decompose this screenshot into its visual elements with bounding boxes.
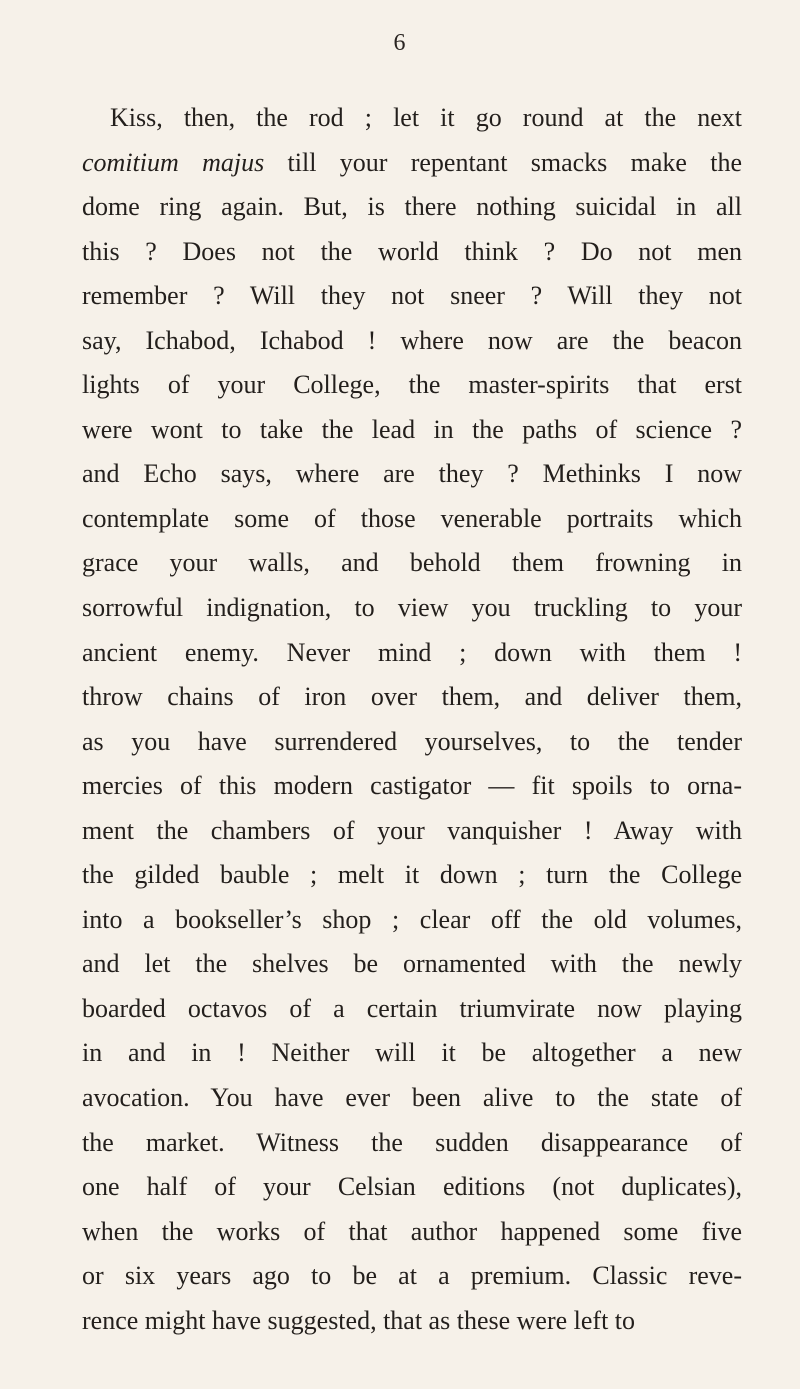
text-line: grace your walls, and behold them frowning in: [82, 548, 742, 578]
text-line: and Echo says, where are they ? Methinks I now: [82, 459, 742, 489]
text-line: ment the chambers of your vanquisher ! Away with: [82, 815, 742, 845]
text-line: rence might have suggested, that as these were left to: [82, 1305, 636, 1335]
text-line: into a bookseller’s shop ; clear off the old volumes,: [82, 904, 742, 934]
text-line: say, Ichabod, Ichabod ! where now are the beacon: [82, 325, 742, 355]
text-line: dome ring again. But, is there nothing suicidal in all: [82, 192, 742, 222]
text-line: ancient enemy. Never mind ; down with them !: [82, 637, 742, 667]
page-number: 6: [393, 30, 407, 56]
text-line: as you have surrendered yourselves, to the tender: [82, 726, 742, 756]
text-line: when the works of that author happened some five: [82, 1216, 742, 1246]
text-line: comitium majus till your repentant smacks make the: [82, 147, 743, 177]
text-line: the market. Witness the sudden disappearance of: [82, 1127, 742, 1157]
text-line: boarded octavos of a certain triumvirate now playing: [82, 993, 742, 1023]
text-line: remember ? Will they not sneer ? Will they not: [82, 281, 742, 311]
text-line: one half of your Celsian editions (not duplicates),: [82, 1172, 742, 1202]
text-line: sorrowful indignation, to view you truckling to your: [82, 593, 742, 623]
text-line: in and in ! Neither will it be altogether a new: [82, 1038, 742, 1068]
text-line: were wont to take the lead in the paths of science ?: [82, 414, 742, 444]
body-text: [82, 96, 742, 1343]
text-line: and let the shelves be ornamented with the newly: [82, 949, 742, 979]
text-line: mercies of this modern castigator — fit spoils to orna-: [82, 771, 742, 801]
text-line: the gilded bauble ; melt it down ; turn the College: [82, 860, 742, 890]
text-line: Kiss, then, the rod ; let it go round at the next: [110, 103, 742, 132]
text-line: avocation. You have ever been alive to the state of: [82, 1083, 742, 1113]
text-line: this ? Does not the world think ? Do not men: [82, 236, 742, 266]
text-line: or six years ago to be at a premium. Classic reve-: [82, 1261, 742, 1291]
text-line: contemplate some of those venerable portraits which: [82, 503, 742, 533]
text-line: throw chains of iron over them, and deliver them,: [82, 682, 742, 712]
text-line: lights of your College, the master-spirits that erst: [82, 370, 742, 400]
italic-phrase: comitium majus: [82, 147, 265, 177]
